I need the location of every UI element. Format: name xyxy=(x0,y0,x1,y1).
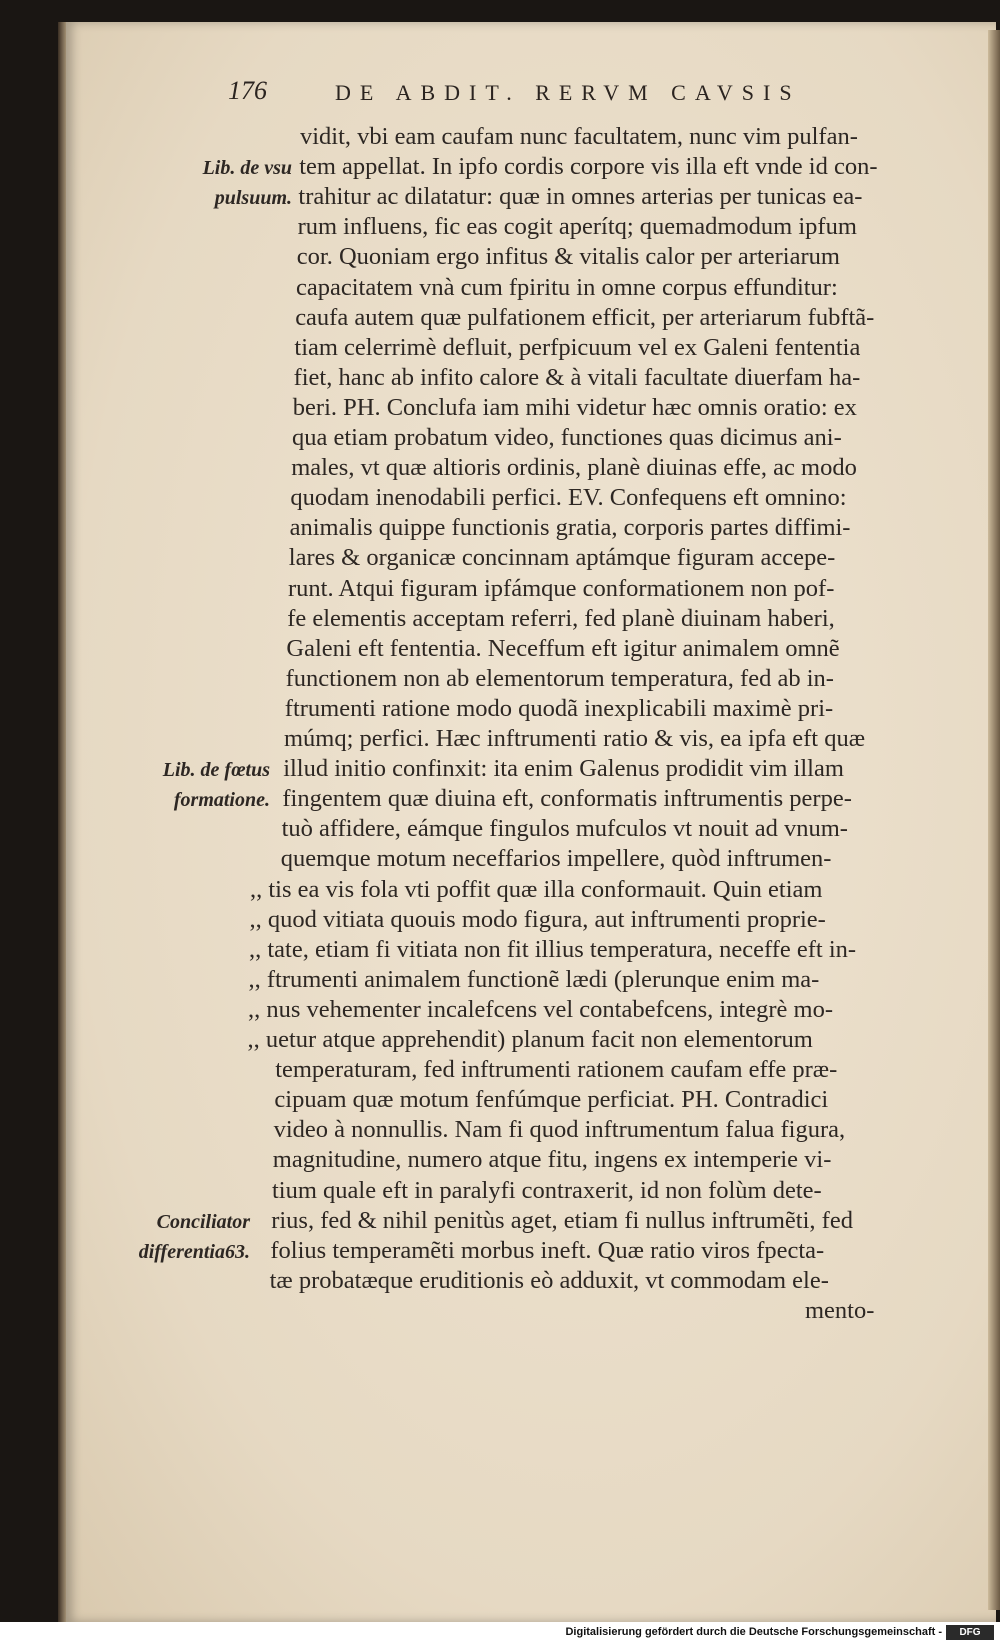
text-line: ,, tis ea vis fola vti poffit quæ illa conformauit. Quin etiam xyxy=(250,875,823,903)
text-line: ftrumenti ratione modo quodã inexplicabili maximè pri- xyxy=(284,694,834,722)
text-line: mento- xyxy=(805,1296,875,1324)
footer-credit: Digitalisierung gefördert durch die Deutsche Forschungsgemeinschaft - xyxy=(565,1626,942,1638)
margin-note: Lib. de vsu xyxy=(202,157,292,180)
margin-note: Conciliator xyxy=(156,1210,250,1233)
text-line: cor. Quoniam ergo infitus & vitalis calor per arteriarum xyxy=(296,243,840,271)
running-title: DE ABDIT. RERVM CAVSIS xyxy=(335,80,801,105)
text-line: Galeni eft fententia. Neceffum eft igitur animalem omnẽ xyxy=(286,634,840,662)
text-line: ,, tate, etiam fi vitiata non fit illius temperatura, neceffe eft in- xyxy=(249,935,857,963)
text-line: magnitudine, numero atque fitu, ingens ex intemperie vi- xyxy=(272,1146,832,1174)
text-line: beri. PH. Conclufa iam mihi videtur hæc omnis oratio: ex xyxy=(292,393,857,421)
text-line: tium quale eft in paralyfi contraxerit, id non folùm dete- xyxy=(272,1176,822,1204)
text-line: vidit, vbi eam caufam nunc facultatem, nunc vim pulfan- xyxy=(300,123,858,150)
dfg-logo: DFG xyxy=(946,1625,994,1640)
text-line: ,, ftrumenti animalem functionẽ lædi (plerunque enim ma- xyxy=(248,965,820,993)
text-line: functionem non ab elementorum temperatura, fed ab in- xyxy=(285,664,834,692)
text-line: tuò affidere, eámque fingulos mufculos vt nouit ad vnum- xyxy=(281,815,848,843)
text-line: rum influens, fic eas cogit aperítq; quemadmodum ipfum xyxy=(297,213,857,241)
text-line: quemque motum neceffarios impellere, quòd inftrumen- xyxy=(280,845,832,873)
margin-note: Lib. de fœtus xyxy=(162,759,270,782)
page-right-edge xyxy=(988,30,1000,1610)
text-line: rius, fed & nihil penitùs aget, etiam fi nullus inftrumẽti, fed xyxy=(271,1206,853,1234)
text-line: lares & organicæ concinnam aptámque figuram accepe- xyxy=(288,544,836,572)
text-line: ,, nus vehementer incalefcens vel contabefcens, integrè mo- xyxy=(248,995,834,1023)
text-line: cipuam quæ motum fenfúmque perficiat. PH. Contradici xyxy=(274,1086,829,1114)
text-line: fiet, hanc ab infito calore & à vitali facultate diuerfam ha- xyxy=(293,363,861,391)
text-line: illud initio confinxit: ita enim Galenus prodidit vim illam xyxy=(283,755,844,783)
text-line: tiam celerrimè defluit, perfpicuum vel ex Galeni fententia xyxy=(294,333,861,361)
text-line: males, vt quæ altioris ordinis, planè diuinas effe, ac modo xyxy=(291,454,857,482)
page-number: 176 xyxy=(228,76,267,105)
text-line: tæ probatæque eruditionis eò adduxit, vt commodam ele- xyxy=(269,1266,829,1294)
text-line: folius temperamẽti morbus ineft. Quæ ratio viros fpecta- xyxy=(270,1236,825,1264)
text-line: caufa autem quæ pulfationem efficit, per arteriarum fubftã- xyxy=(295,303,875,331)
margin-note: pulsuum. xyxy=(214,187,292,210)
text-line: tem appellat. In ipfo cordis corpore vis illa eft vnde id con- xyxy=(299,153,878,181)
text-line: video à nonnullis. Nam fi quod inftrumentum falua figura, xyxy=(273,1116,846,1144)
margin-note: formatione. xyxy=(173,789,270,812)
text-line: capacitatem vnà cum fpiritu in omne corpus effunditur: xyxy=(296,273,838,301)
margin-note: differentia63. xyxy=(138,1240,250,1263)
text-line: animalis quippe functionis gratia, corporis partes diffimi- xyxy=(289,514,851,542)
text-line: qua etiam probatum video, functiones quas dicimus ani- xyxy=(292,424,842,451)
text-line: ,, uetur atque apprehendit) planum facit non elementorum xyxy=(247,1026,813,1053)
text-line: temperaturam, fed inftrumenti rationem caufam effe præ- xyxy=(275,1056,838,1084)
text-line: múmq; perfici. Hæc inftrumenti ratio & vis, ea ipfa eft quæ xyxy=(284,725,866,752)
text-line: runt. Atqui figuram ipfámque conformationem non pof- xyxy=(288,574,835,602)
text-line: trahitur ac dilatatur: quæ in omnes arterias per tunicas ea- xyxy=(298,183,863,211)
text-line: fe elementis acceptam referri, fed planè diuinam haberi, xyxy=(287,604,835,632)
text-line: ,, quod vitiata quouis modo figura, aut inftrumenti proprie- xyxy=(249,905,826,933)
text-line: quodam inenodabili perfici. EV. Confequens eft omnino: xyxy=(290,484,847,512)
text-line: fingentem quæ diuina eft, conformatis inftrumentis perpe- xyxy=(282,785,852,813)
